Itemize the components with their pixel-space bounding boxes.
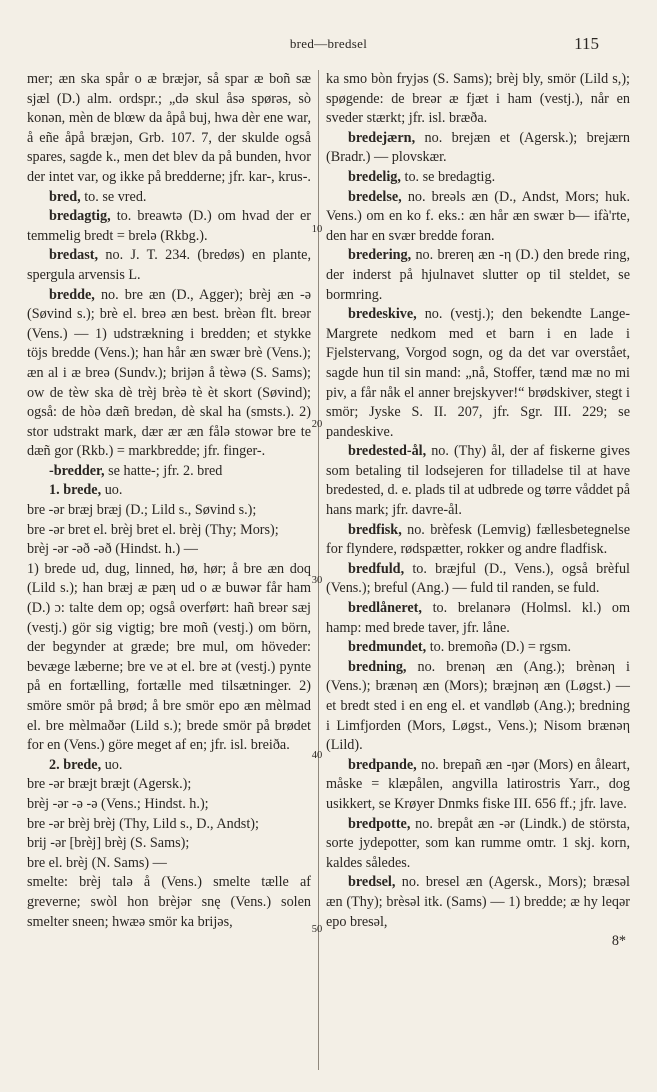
page-number: 115 [574, 34, 599, 53]
entry-continuation: smelte: brèj talə å (Vens.) smelte tælle af greverne; swòl hon brèjər snę (Vens.) solen smelter sneen; hwæə smör ka brijəs, [27, 874, 311, 930]
entry-text: uo. [101, 756, 123, 773]
entry-text: to. brelanərə (Holmsl. kl.) om hamp: med brede taver, jfr. låne. [326, 600, 630, 636]
entry-text: no. brenəη æn (Ang.); brènəη i (Vens.); brænəη æn (Mors); bræjnəη æn (Løgst.) — et bredt sted i en eng el. et vandløb (Ang.); bredning i Limfjorden (Mors, Løgst., Vens.); Nisom brænəη (Lild). [326, 658, 630, 754]
entry-text: to. breawtə (D.) om hvad der er temmelig bredt = brelə (Rkbg.). [27, 208, 311, 244]
entry-headword: bred, [49, 188, 81, 205]
dictionary-entry [27, 246, 311, 285]
entry-text: no. (vestj.); den bekendte Lange-Margrete nedkom med et barn i en lade i Fjelstervang, Vorgod sogn, og da det var overstået, sagde hun til sin mand: „nå, Stoffer, tænd mæ no mi piv, a får nåk el anner brejskyver!“ brødskiver, stegt i smör; Jyske S. II. 207, jfr. Sgr. III. 229; se pandeskive. [326, 306, 630, 440]
dictionary-entry [326, 246, 630, 305]
entry-text: uo. [101, 482, 123, 499]
entry-headword: bredast, [49, 247, 99, 264]
entry-text: no. brejæn et (Agersk.); brejærn (Bradr.) — plovskær. [326, 129, 630, 166]
entry-text: to. se vred. [80, 188, 147, 205]
entry-headword: bredelig, [348, 168, 401, 185]
entry-text: no. bre æn (D., Agger); brèj æn -ə (Søvind s.); brè el. breə æn best. brèən flt. breər (Vens.) — 1) udstrækning i bredden; et stykke töjs bredde (Vens.); han hår æn swær brè (Vens.); æn al i æ breə (Sundv.); brijən å tèwə (S. Sams); ow de tèw ska dè trèj brèə tè èt skort (Søvind); også: de hòə dæñ bredən, dè skal ha (smsts.). 2) stor udstrakt mark, dær ær æn fålə stowər bre te dæñ gor (Rkb.) = markbredde; jfr. finger-. [27, 286, 311, 460]
entry-headword: bredmundet, [348, 639, 427, 656]
left-column [27, 70, 311, 932]
entry-text: no. brepañ æn -ŋər (Mors) en åleart, måske = klæpålen, angvilla latirostris Yarr., dog usikkert, se Krøyer Dnmks fiske III. 656 ff.; jfr. lave. [326, 756, 630, 812]
entry-text: no. J. T. 234. (bredøs) en plante, spergula arvensis L. [27, 247, 311, 283]
signature-mark: 8* [611, 933, 626, 950]
running-head: bred—bredsel [289, 36, 368, 51]
dictionary-entry [326, 442, 630, 520]
dictionary-entry [27, 188, 311, 208]
inflection-line: bre -ər bræj bræj (D.; Lild s., Søvind s.); [27, 502, 257, 519]
dictionary-entry [326, 305, 630, 442]
entry-text: no. bresel æn (Agersk., Mors); bræsəl æn (Thy); brèsəl itk. (Sams) — 1) bredde; æ hy leqər epo bresəl, [326, 874, 630, 930]
entry-text: to. bræjful (D., Vens.), også brèful (Vens.); breful (Ang.) — fuld til randen, se fuld. [326, 560, 630, 597]
line-number: 30 [311, 575, 323, 586]
entry-headword: bredde, [49, 286, 95, 303]
entry-text: no. brereη æn -η (D.) den brede ring, der inderst på hjulnavet slutter op til steldet, se bormring. [326, 247, 630, 303]
entry-text: no. brèfesk (Lemvig) fællesbetegnelse for flyndere, rødspætter, rokker og andre fladfisk. [326, 521, 630, 558]
dictionary-entry [27, 207, 311, 246]
dictionary-entry [27, 462, 311, 482]
entry-text: to. bremoñə (D.) = rgsm. [426, 639, 572, 656]
line-number: 10 [311, 224, 323, 235]
inflection-line: bre -ər brèj brèj (Thy, Lild s., D., Andst); [27, 815, 259, 832]
entry-text: no. (Thy) ål, der af fiskerne gives som betaling til lodsejeren for tilladelse til at have bredested, d. e. plads til at udbrede og tørre våddet på hans mark; jfr. davre-ål. [326, 443, 630, 519]
entry-headword: 1. brede, [49, 482, 102, 499]
entry-headword: bredfisk, [348, 521, 402, 538]
entry-headword: bredagtig, [49, 208, 111, 225]
inflection-line: brèj -ər -əð -əð (Hindst. h.) — [27, 541, 198, 558]
entry-text: no. breəls æn (D., Andst, Mors; huk. Vens.) om en ko f. eks.: æn hår æn swær b— ifà'rte, den har en svær bredde foran. [326, 188, 630, 244]
column-divider [318, 70, 319, 1070]
entry-headword: bredejærn, [348, 129, 416, 146]
entry-headword: -bredder, [49, 462, 105, 479]
entry-headword: bredfuld, [348, 560, 405, 577]
right-column [326, 70, 630, 952]
dictionary-entry [326, 638, 630, 658]
entry-headword: bredeskive, [348, 306, 417, 323]
entry-text: no. brepåt æn -ər (Lindk.) de största, sorte jydepotter, som kan rumme omtr. 1 skj. korn, kaldes således. [326, 815, 630, 871]
entry-headword: bredering, [348, 247, 412, 264]
entry-text: to. se bredagtig. [400, 168, 496, 185]
inflection-line: brij -ər [brèj] brèj (S. Sams); [27, 835, 190, 852]
entry-headword: bredlåneret, [348, 600, 422, 617]
dictionary-entry [326, 129, 630, 168]
dictionary-entry [326, 873, 630, 932]
dictionary-entry [326, 521, 630, 560]
inflection-line: bre -ər bræjt bræjt (Agersk.); [27, 776, 192, 793]
entry-headword: bredpotte, [348, 815, 411, 832]
dictionary-entry [326, 168, 630, 188]
entry-headword: bredsel, [348, 874, 396, 891]
line-number: 50 [311, 924, 323, 935]
entry-headword: 2. brede, [49, 756, 102, 773]
page-header [0, 34, 657, 58]
entry-headword: bredpande, [348, 756, 417, 773]
entry-headword: bredested-ål, [348, 443, 427, 460]
entry-continuation: 1) brede ud, dug, linned, hø, hør; å bre æn doq (Lild s.); han bræj æ pæη ud o æ buwər får ham (D.) ɔ: talte dem op; også overført: hañ breər sæj (vestj.) gör sig vigtig; bre moñ (vestj.) om börn, der begynder at græde; bre mul, om höveder: bevæge læberne; bre ve ət el. bre ət (vestj.) pynte på en fortælling, fortælle med tilsætninger. 2) smöre smör på brød; å bre smör epo æn mèlmad el. bre mèlmaðər (Lild s.); brede smör på brødet for en (Vens.) göre meget af en; jfr. isl. breiða. [27, 560, 311, 754]
dictionary-entry [326, 756, 630, 815]
dictionary-entry [326, 560, 630, 599]
line-number: 40 [311, 750, 323, 761]
dictionary-entry [27, 756, 311, 776]
dictionary-entry [326, 658, 630, 756]
dictionary-entry [326, 599, 630, 638]
line-number: 20 [311, 419, 323, 430]
entry-continuation: mer; æn ska spår o æ bræjər, så spar æ boñ sæ sjæl (D.) alm. ordspr.; „də skul åsə spørəs, sò konən, mèn de blœw da åpå buj, hwa dèr ene war, å eñe åpå bræjən, Grb. 107. 7, der skulde også spares, sagde k., men det blev da på bunden, hvor der intet var, og ikke på bredderne; jfr. kar-, krus-. [27, 71, 311, 185]
inflection-line: bre el. brèj (N. Sams) — [27, 854, 167, 871]
dictionary-entry [326, 188, 630, 247]
entry-headword: bredning, [348, 658, 407, 675]
inflection-line: brèj -ər -ə -ə (Vens.; Hindst. h.); [27, 795, 209, 812]
inflection-line: bre -ər bret el. brèj bret el. brèj (Thy; Mors); [27, 521, 279, 538]
dictionary-entry [27, 286, 311, 462]
dictionary-entry [27, 481, 311, 501]
entry-text: se hatte-; jfr. 2. bred [104, 462, 223, 479]
dictionary-entry [326, 815, 630, 874]
entry-continuation: ka smo bòn fryjəs (S. Sams); brèj bly, smör (Lild s,); spøgende: de breər æ fjæt i ham (vestj.), når en sveder stærkt; jfr. isl. bræða. [326, 71, 630, 127]
entry-headword: bredelse, [348, 188, 402, 205]
